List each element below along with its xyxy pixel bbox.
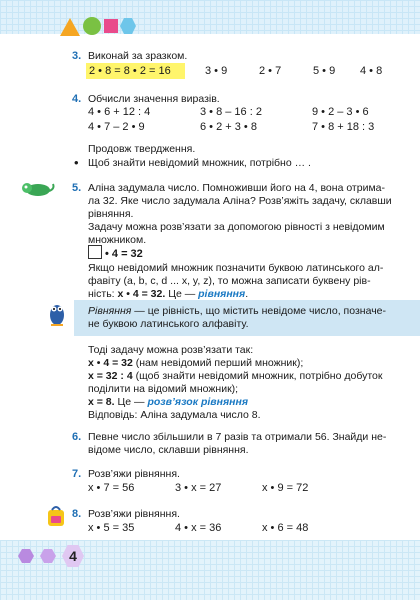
equation-with-box (88, 245, 143, 262)
empty-box-icon (88, 245, 102, 259)
continue-text: Щоб знайти невідомий множник, потрібно … . (88, 157, 311, 169)
text: Це — (168, 288, 196, 300)
equation-item: 4 • x = 36 (175, 522, 222, 534)
answer-text: Відповідь: Аліна задумала число 8. (88, 409, 261, 421)
exercise-3-number: 3. (72, 50, 82, 62)
exercise-4-number: 4. (72, 93, 82, 105)
solve-intro: Тоді задачу можна розв’язати так: (88, 344, 254, 356)
equation: x = 8. (88, 396, 115, 408)
equation-item: x • 9 = 72 (262, 482, 309, 494)
exercise-3-title: Виконай за зразком. (88, 50, 188, 62)
exercise-5-text: ла 32. Яке число задумала Аліна? Розв’яжіть задачу, склавши (88, 195, 392, 207)
definition-text: — це рівність, що містить невідоме число, позначе- (134, 305, 386, 317)
expression: 6 • 2 + 3 • 8 (200, 121, 257, 133)
solution-step (88, 357, 303, 370)
exercise-5-text: Аліна задумала число. Помноживши його на 4, вона отрима- (88, 182, 385, 194)
continue-title: Продовж твердження. (88, 143, 196, 155)
exercise-6-number: 6. (72, 431, 82, 443)
term-highlight: рівняння (198, 288, 246, 300)
solution-step (88, 370, 382, 383)
definition-term: Рівняння (88, 305, 132, 317)
exercise-7-number: 7. (72, 468, 82, 480)
expression: 4 • 6 + 12 : 4 (88, 106, 151, 118)
exercise-6-text: Певне число збільшили в 7 разів та отримали 56. Знайди не- (88, 431, 387, 443)
exercise-3-item: 3 • 9 (205, 65, 228, 77)
equation: x = 32 : 4 (88, 370, 133, 382)
expression: 7 • 8 + 18 : 3 (312, 121, 375, 133)
equation-item: x • 6 = 48 (262, 522, 309, 534)
text: Це — (117, 396, 145, 408)
decorative-shapes-icon (60, 14, 140, 36)
exercise-8-number: 8. (72, 508, 82, 520)
exercise-5-text: Задачу можна розв’язати за допомогою рівності з невідомим (88, 221, 385, 233)
exercise-5-text: рівняння. (88, 208, 134, 220)
note: (нам невідомий перший множник); (135, 357, 304, 369)
note: (щоб знайти невідомий множник, потрібно добуток (135, 370, 383, 382)
chameleon-icon (18, 180, 56, 198)
backpack-icon (46, 505, 66, 527)
exercise-3-item: 2 • 7 (259, 65, 282, 77)
exercise-3-item: 5 • 9 (313, 65, 336, 77)
exercise-8-title: Розв’яжи рівняння. (88, 508, 180, 520)
exercise-3-example: 2 • 8 = 8 • 2 = 16 (89, 65, 171, 77)
exercise-5-text: фавіту (a, b, c, d ... x, y, z), то можна записати буквену рів- (88, 275, 371, 287)
owl-icon (48, 300, 66, 326)
exercise-5-number: 5. (72, 182, 82, 194)
expression: 9 • 2 – 3 • 6 (312, 106, 369, 118)
expression: 3 • 8 – 16 : 2 (200, 106, 262, 118)
equation-item: 3 • x = 27 (175, 482, 222, 494)
solution-step (88, 396, 248, 409)
equation: x • 4 = 32 (88, 357, 133, 369)
text: ність: (88, 288, 115, 300)
exercise-6-text: відоме число, склавши рівняння. (88, 444, 249, 456)
equation: x • 4 = 32. (117, 288, 166, 300)
exercise-5-line: ність: x • 4 = 32. Це — рівняння. (88, 288, 249, 300)
page-number: 4 (69, 548, 77, 564)
definition-text: не буквою латинського алфавіту. (88, 318, 249, 330)
definition-line (88, 305, 386, 318)
equation-box-text: • 4 = 32 (105, 248, 143, 260)
exercise-4-title: Обчисли значення виразів. (88, 93, 220, 105)
exercise-5-text: Якщо невідомий множник позначити буквою латинського ал- (88, 262, 384, 274)
equation-item: x • 5 = 35 (88, 522, 135, 534)
exercise-5-text: множником. (88, 234, 147, 246)
expression: 4 • 7 – 2 • 9 (88, 121, 145, 133)
bullet-icon: • (74, 155, 79, 170)
exercise-7-title: Розв’яжи рівняння. (88, 468, 180, 480)
note: поділити на відомий множник); (88, 383, 239, 395)
exercise-3-item: 4 • 8 (360, 65, 383, 77)
equation-item: x • 7 = 56 (88, 482, 135, 494)
term-highlight: розв’язок рівняння (147, 396, 249, 408)
